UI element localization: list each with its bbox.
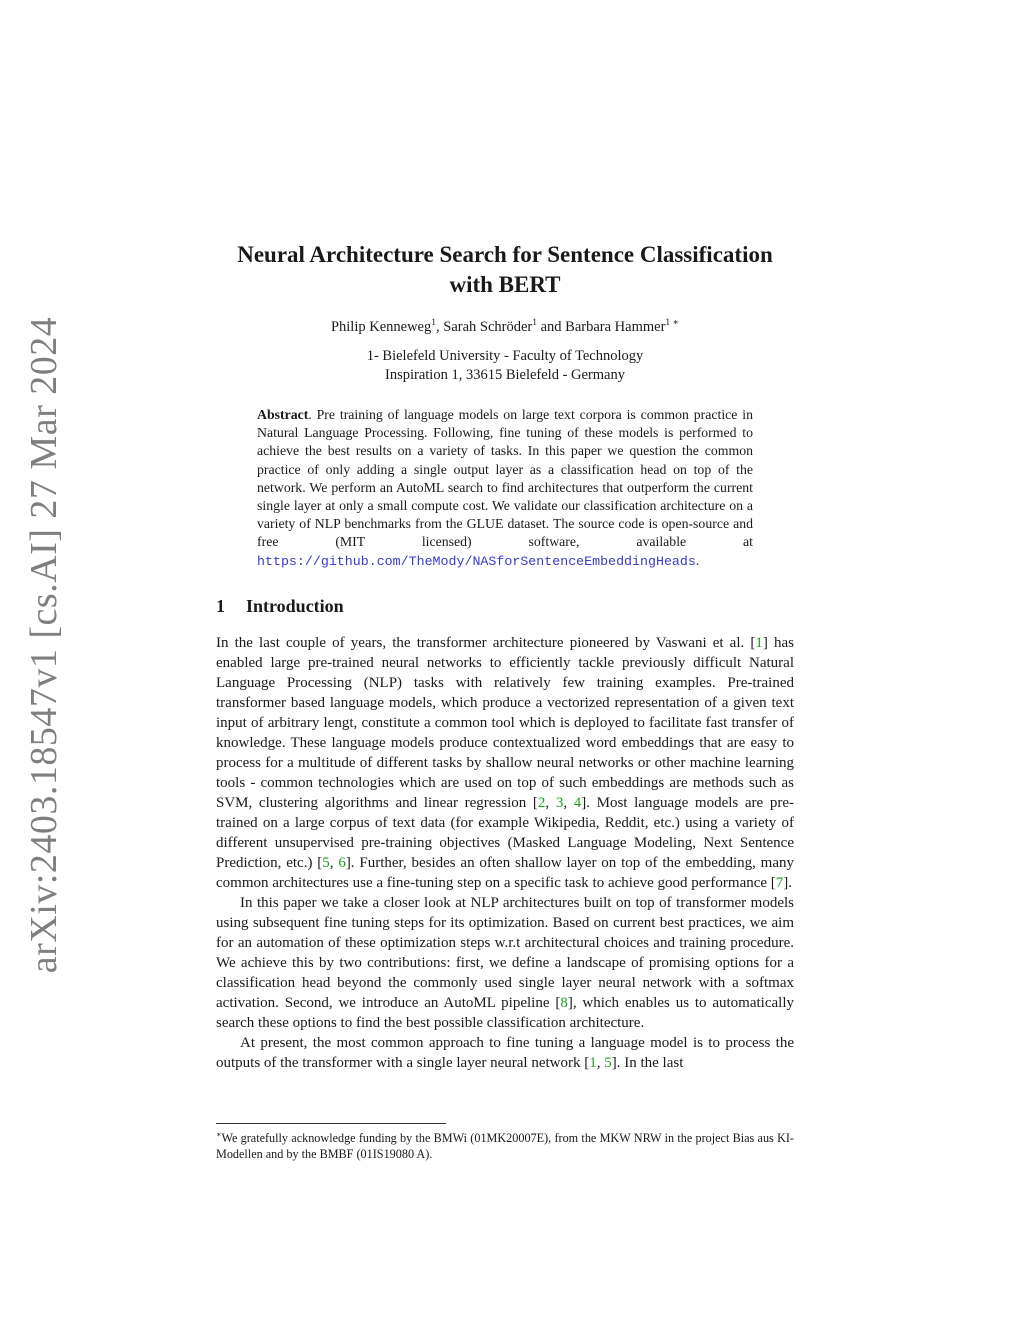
affiliation-line-2: Inspiration 1, 33615 Bielefeld - Germany [385,367,625,383]
author-list [160,313,850,337]
citation-link[interactable]: 1 [589,1055,597,1071]
arxiv-watermark [4,316,84,974]
author-1: Philip Kenneweg [330,318,432,335]
author-2: , Sarah Schröder [436,318,533,335]
citation-link[interactable]: 3 [555,795,564,811]
citation-link[interactable]: 1 [755,635,763,651]
paragraph-3: At present, the most common approach to fine tuning a language model is to process the outputs of the transformer with a single layer neural network [1, 5]. In the last [216,1035,794,1071]
section-number: 1 [216,596,225,616]
paragraph-1: In the last couple of years, the transformer architecture pioneered by Vaswani et al. [1] has enabled large pre-trained neural networks to efficiently tackle previously difficult Natural Language Processing (NLP) tasks with relatively few training examples. Pre-trained transformer based language models, which produce a vectorized representation of a given text input of arbitrary lengt, constitute a common tool which is deployed to facilitate fast transfer of knowledge. These language models produce contextualized word embeddings that are easy to process for a multitude of different tasks by shallow neural networks or other machine learning tools - common technologies which are used on top of such embeddings are methods such as SVM, clustering algorithms and linear regression [2, 3, 4]. Most language models are pre-trained on a large corpus of text data (for example Wikipedia, Reddit, etc.) using a variety of different unsupervised pre-training objectives (Masked Language Modeling, Next Sentence Prediction, etc.) [5, 6]. Further, besides an often shallow layer on top of the embedding, many common architectures use a fine-tuning step on a specific task to achieve good performance [7]. [216,635,795,891]
source-code-link[interactable]: https://github.com/TheMody/NASforSentenceEmbeddingHeads [257,553,696,569]
author-3: and Barbara Hammer [536,318,666,335]
citation-link[interactable]: 8 [560,995,568,1011]
paper-title [160,240,850,300]
affiliation-line-1: 1- Bielefeld University - Faculty of Technology [366,348,644,364]
footnote-divider [216,1123,446,1124]
citation-link[interactable]: 5 [604,1055,612,1071]
footnote-mark: ∗ [216,1130,222,1139]
citation-link[interactable]: 2 [537,795,546,811]
abstract-end: . [695,552,700,568]
arxiv-identifier: arXiv:2403.18547v1 [cs.AI] 27 Mar 2024 [23,316,66,974]
abstract-label: Abstract [257,407,309,422]
citation-link[interactable]: 5 [322,855,330,871]
author-3-affil: 1 ∗ [665,318,680,328]
citation-link[interactable]: 6 [338,855,346,871]
author-1-affil: 1 [431,318,436,328]
abstract [257,406,753,571]
funding-mark: ∗ [670,318,680,328]
abstract-text: . Pre training of language models on large text corpora is common practice in Natural Language Processing. Following, fine tuning of these models is performed to achieve the best results on a variety of tasks. In this paper we question the common practice of only adding a single output layer as a classification head on top of the network. We perform an AutoML search to find architectures that outperform the current single layer at only a small compute cost. We validate our classification architecture on a variety of NLP benchmarks from the GLUE dataset. The source code is open-source and free (MIT licensed) software, available at [257,407,753,550]
citation-link[interactable]: 4 [573,795,582,811]
author-2-affil: 1 [532,318,537,328]
introduction-body [216,633,794,1073]
section-heading [216,594,796,618]
title-line-1: Neural Architecture Search for Sentence Classification [237,242,773,267]
citation-link[interactable]: 7 [775,875,784,891]
affiliation [160,347,850,385]
title-line-2: with BERT [449,272,561,297]
footnote [216,1127,794,1162]
section-title: Introduction [246,596,344,616]
paragraph-2: In this paper we take a closer look at NLP architectures built on top of transformer models using subsequent fine tuning steps for its optimization. Based on current best practices, we aim for an automation of these optimization steps w.r.t architectural choices and training procedure. We achieve this by two contributions: first, we define a landscape of promising options for a classification head beyond the commonly used single layer neural network with a softmax activation. Second, we introduce an AutoML pipeline [8], which enables us to automatically search these options to find the best possible classification architecture. [216,895,794,1031]
footnote-text: We gratefully acknowledge funding by the BMWi (01MK20007E), from the MKW NRW in the project Bias aus KI-Modellen and by the BMBF (01IS19080 A). [216,1131,794,1162]
